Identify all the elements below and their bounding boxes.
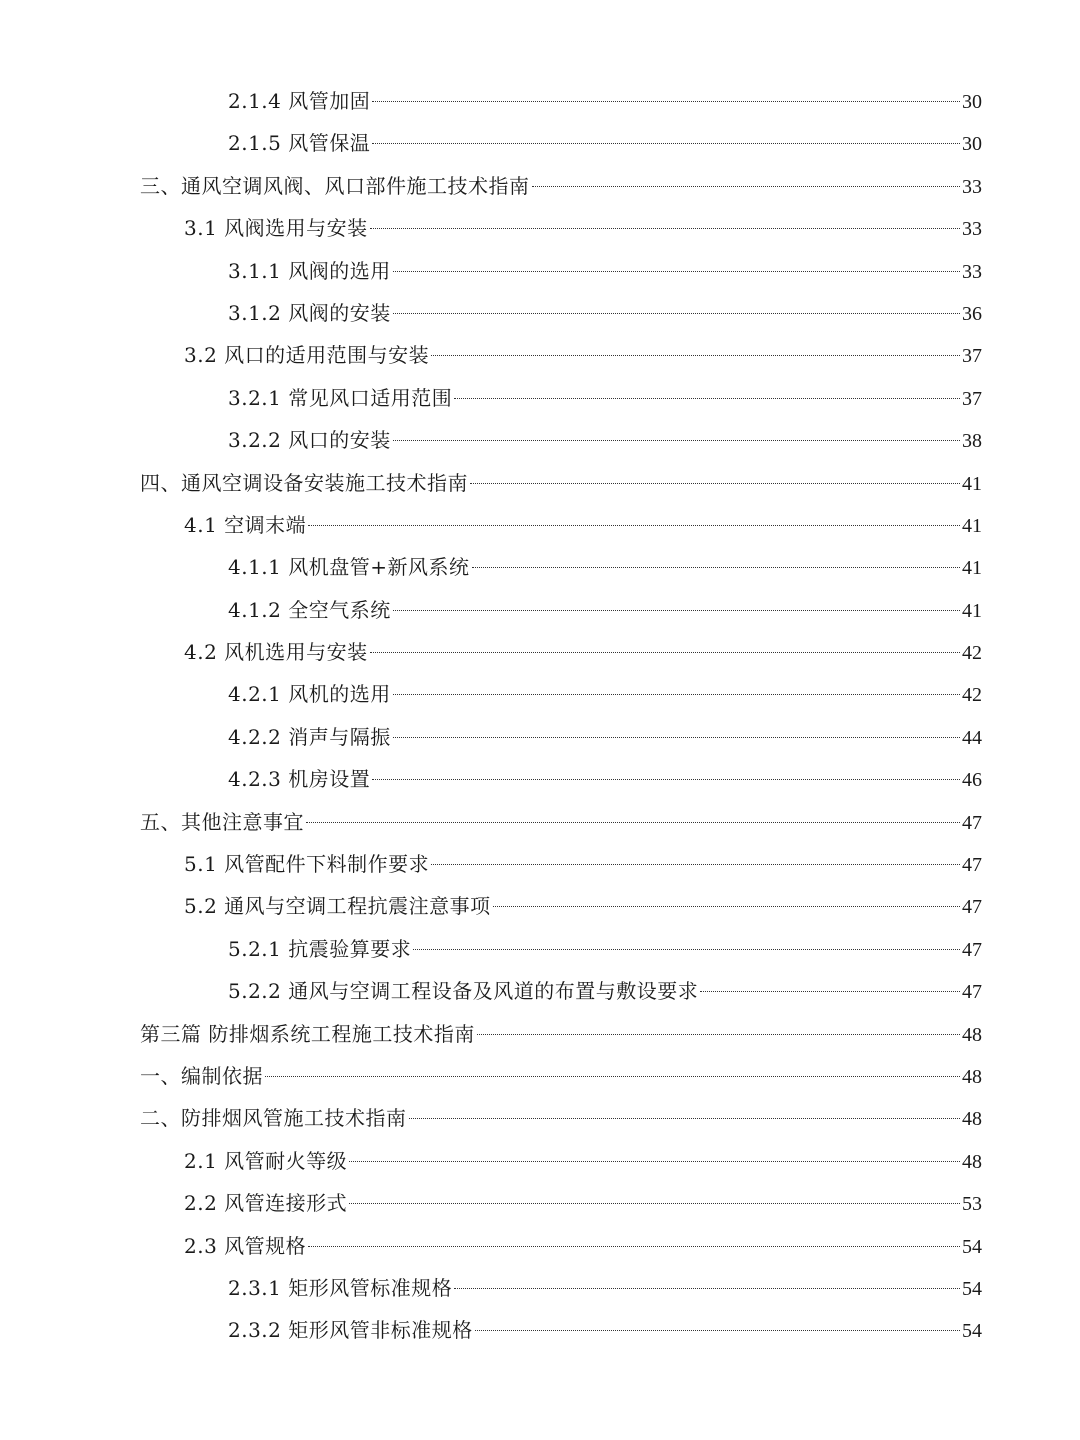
toc-page-number: 54 [962,1235,982,1258]
toc-entry[interactable] [140,589,982,631]
toc-entry[interactable] [140,207,982,249]
toc-entry[interactable] [140,1267,982,1309]
toc-entry-title: 4.1 空调末端 [184,512,307,537]
toc-page-number: 48 [962,1023,982,1046]
toc-dot-leader [431,355,960,356]
toc-dot-leader [409,1118,961,1119]
toc-entry-title: 2.1.5 风管保温 [228,131,371,156]
toc-page-number: 37 [962,387,982,410]
toc-page-number: 41 [962,472,982,495]
toc-page-number: 48 [962,1065,982,1088]
toc-dot-leader [370,228,960,229]
toc-entry-title: 3.1 风阀选用与安装 [184,216,368,241]
toc-entry[interactable] [140,80,982,122]
toc-entry-title: 5.1 风管配件下料制作要求 [184,852,430,877]
toc-dot-leader [700,991,960,992]
toc-entry-title: 4.2.1 风机的选用 [228,682,391,707]
toc-page-number: 41 [962,514,982,537]
toc-entry[interactable] [140,1309,982,1351]
toc-page-number: 54 [962,1320,982,1343]
toc-page-number: 46 [962,769,982,792]
toc-entry[interactable] [140,928,982,970]
toc-dot-leader [308,1246,960,1247]
toc-entry[interactable] [140,122,982,164]
toc-entry-title: 五、其他注意事宜 [140,809,304,834]
toc-dot-leader [454,398,960,399]
toc-entry[interactable] [140,419,982,461]
toc-entry[interactable] [140,1140,982,1182]
toc-entry-title: 4.1.1 风机盘管+新风系统 [228,555,470,580]
toc-dot-leader [472,567,960,568]
toc-entry[interactable] [140,1055,982,1097]
toc-page-number: 33 [962,260,982,283]
toc-entry-title: 2.1 风管耐火等级 [184,1148,348,1173]
toc-entry-title: 2.3 风管规格 [184,1233,307,1258]
toc-dot-leader [308,525,960,526]
toc-entry[interactable] [140,716,982,758]
toc-entry-title: 3.2.1 常见风口适用范围 [228,385,453,410]
toc-page-number: 44 [962,726,982,749]
toc-dot-leader [372,101,960,102]
toc-entry-title: 4.1.2 全空气系统 [228,597,391,622]
toc-entry[interactable] [140,462,982,504]
toc-entry[interactable] [140,250,982,292]
toc-entry[interactable] [140,504,982,546]
toc-page-number: 47 [962,896,982,919]
toc-dot-leader [393,694,960,695]
toc-entry[interactable] [140,1225,982,1267]
toc-entry-title: 三、通风空调风阀、风口部件施工技术指南 [140,173,530,198]
toc-dot-leader [493,906,960,907]
toc-dot-leader [372,779,960,780]
toc-entry-title: 第三篇 防排烟系统工程施工技术指南 [140,1021,475,1046]
toc-entry-title: 5.2 通风与空调工程抗震注意事项 [184,894,491,919]
toc-dot-leader [349,1203,960,1204]
toc-dot-leader [393,271,960,272]
table-of-contents [140,80,982,1352]
toc-page-number: 48 [962,1150,982,1173]
toc-entry[interactable] [140,165,982,207]
toc-entry-title: 2.1.4 风管加固 [228,89,371,113]
toc-entry-title: 一、编制依据 [140,1063,263,1088]
toc-entry[interactable] [140,885,982,927]
toc-entry[interactable] [140,843,982,885]
toc-page-number: 54 [962,1277,982,1300]
toc-entry[interactable] [140,631,982,673]
toc-page-number: 41 [962,557,982,580]
toc-page-number: 38 [962,430,982,453]
toc-entry-title: 4.2.3 机房设置 [228,767,371,792]
toc-entry-title: 4.2.2 消声与隔振 [228,724,391,749]
toc-entry[interactable] [140,758,982,800]
toc-entry-title: 四、通风空调设备安装施工技术指南 [140,470,468,495]
toc-entry[interactable] [140,546,982,588]
toc-entry[interactable] [140,970,982,1012]
toc-entry[interactable] [140,1013,982,1055]
toc-entry-title: 二、防排烟风管施工技术指南 [140,1106,407,1131]
toc-page-number: 41 [962,599,982,622]
toc-entry-title: 5.2.1 抗震验算要求 [228,936,412,961]
toc-dot-leader [306,822,960,823]
toc-dot-leader [393,737,960,738]
toc-dot-leader [477,1034,960,1035]
toc-entry-title: 2.2 风管连接形式 [184,1191,348,1216]
toc-entry-title: 3.2.2 风口的安装 [228,428,391,453]
toc-dot-leader [370,652,960,653]
toc-entry-title: 3.1.1 风阀的选用 [228,258,391,283]
toc-dot-leader [265,1076,960,1077]
toc-entry[interactable] [140,673,982,715]
toc-dot-leader [475,1330,960,1331]
toc-page-number: 47 [962,854,982,877]
toc-dot-leader [393,313,960,314]
toc-dot-leader [393,440,960,441]
toc-entry-title: 2.3.2 矩形风管非标准规格 [228,1318,473,1343]
toc-page-number: 47 [962,811,982,834]
toc-dot-leader [532,186,961,187]
toc-entry-title: 3.1.2 风阀的安装 [228,300,391,325]
toc-dot-leader [349,1161,960,1162]
toc-dot-leader [454,1288,960,1289]
toc-entry[interactable] [140,334,982,376]
toc-page-number: 30 [962,91,982,113]
toc-page-number: 48 [962,1108,982,1131]
toc-dot-leader [393,610,960,611]
toc-page-number: 42 [962,684,982,707]
toc-entry[interactable] [140,801,982,843]
toc-page-number: 30 [962,133,982,156]
toc-entry-title: 2.3.1 矩形风管标准规格 [228,1275,453,1300]
toc-entry[interactable] [140,1097,982,1139]
toc-page-number: 53 [962,1193,982,1216]
toc-entry[interactable] [140,377,982,419]
toc-entry[interactable] [140,292,982,334]
toc-entry-title: 5.2.2 通风与空调工程设备及风道的布置与敷设要求 [228,979,699,1004]
toc-page-number: 36 [962,302,982,325]
toc-entry-title: 4.2 风机选用与安装 [184,640,368,665]
toc-dot-leader [431,864,960,865]
toc-entry[interactable] [140,1182,982,1224]
toc-page-number: 37 [962,345,982,368]
toc-entry-title: 3.2 风口的适用范围与安装 [184,343,430,368]
toc-page-number: 42 [962,642,982,665]
toc-page-number: 33 [962,175,982,198]
toc-dot-leader [413,949,960,950]
toc-page-number: 47 [962,981,982,1004]
toc-dot-leader [470,483,960,484]
toc-page-number: 33 [962,218,982,241]
toc-dot-leader [372,143,960,144]
toc-page-number: 47 [962,938,982,961]
